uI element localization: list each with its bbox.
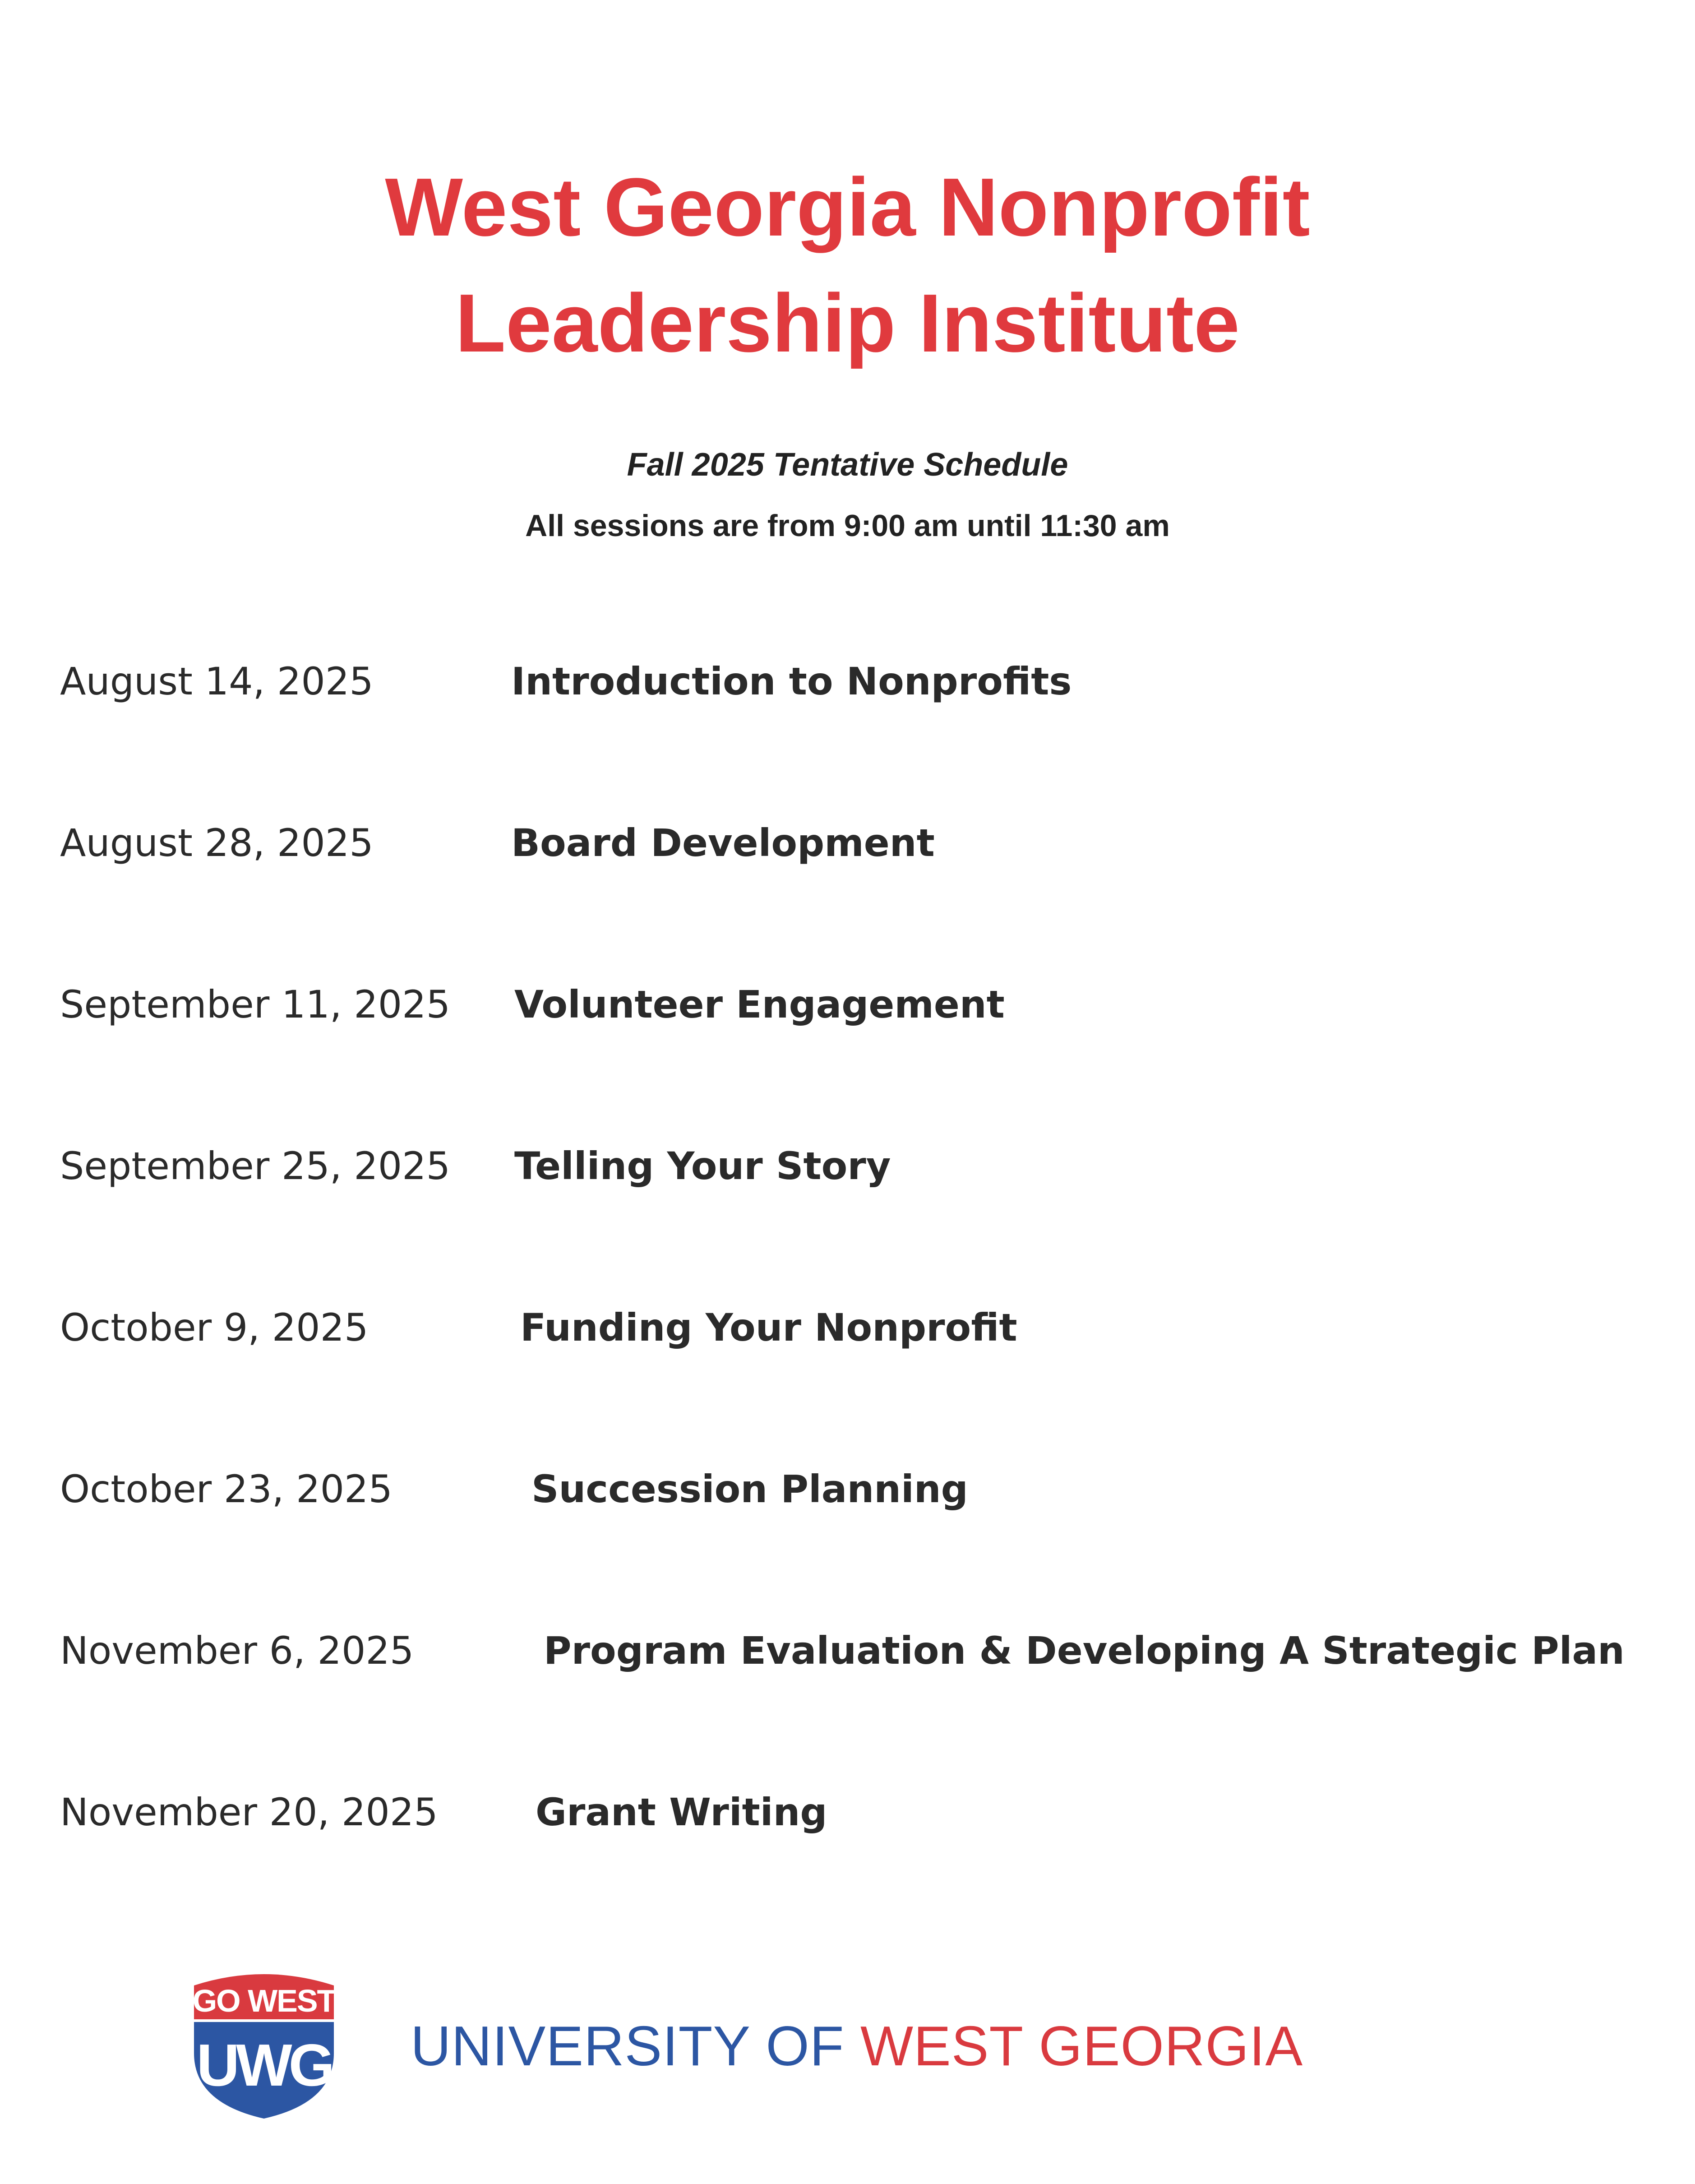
title-line-1: West Georgia Nonprofit bbox=[385, 161, 1310, 253]
session-row bbox=[0, 816, 1695, 870]
session-row bbox=[0, 1300, 1695, 1355]
logo-go-west-text: GO WEST bbox=[192, 1983, 336, 2018]
session-row bbox=[0, 1785, 1695, 1839]
wordmark-west-georgia: WEST GEORGIA bbox=[860, 2015, 1303, 2078]
session-topic: Funding Your Nonprofit bbox=[520, 1305, 1017, 1350]
session-topic: Grant Writing bbox=[536, 1790, 827, 1834]
session-row bbox=[0, 1462, 1695, 1516]
session-topic: Board Development bbox=[511, 821, 935, 865]
title-line-2: Leadership Institute bbox=[455, 277, 1240, 369]
session-topic: Succession Planning bbox=[531, 1467, 968, 1511]
session-date: October 9, 2025 bbox=[60, 1305, 369, 1350]
session-date: September 25, 2025 bbox=[60, 1144, 451, 1188]
session-date: November 20, 2025 bbox=[60, 1790, 438, 1834]
schedule-subtitle: Fall 2025 Tentative Schedule bbox=[627, 447, 1068, 483]
session-row bbox=[0, 1624, 1695, 1678]
session-date: September 11, 2025 bbox=[60, 982, 451, 1027]
session-topic: Introduction to Nonprofits bbox=[511, 659, 1072, 703]
logo-uwg-text: UWG bbox=[196, 2032, 332, 2098]
session-date: October 23, 2025 bbox=[60, 1467, 393, 1511]
wordmark-university-of: UNIVERSITY OF bbox=[411, 2015, 845, 2078]
session-row bbox=[0, 1139, 1695, 1193]
session-row bbox=[0, 977, 1695, 1032]
university-wordmark bbox=[411, 2013, 1303, 2080]
session-date: August 14, 2025 bbox=[60, 659, 374, 703]
session-topic: Program Evaluation & Developing A Strategic Plan bbox=[544, 1629, 1625, 1673]
session-row bbox=[0, 654, 1695, 708]
session-topic: Telling Your Story bbox=[514, 1144, 891, 1188]
uwg-shield-logo bbox=[189, 1967, 338, 2121]
session-topic: Volunteer Engagement bbox=[514, 982, 1005, 1027]
session-date: November 6, 2025 bbox=[60, 1629, 414, 1673]
session-hours: All sessions are from 9:00 am until 11:30 am bbox=[525, 509, 1170, 543]
session-date: August 28, 2025 bbox=[60, 821, 374, 865]
page-title bbox=[0, 149, 1695, 381]
